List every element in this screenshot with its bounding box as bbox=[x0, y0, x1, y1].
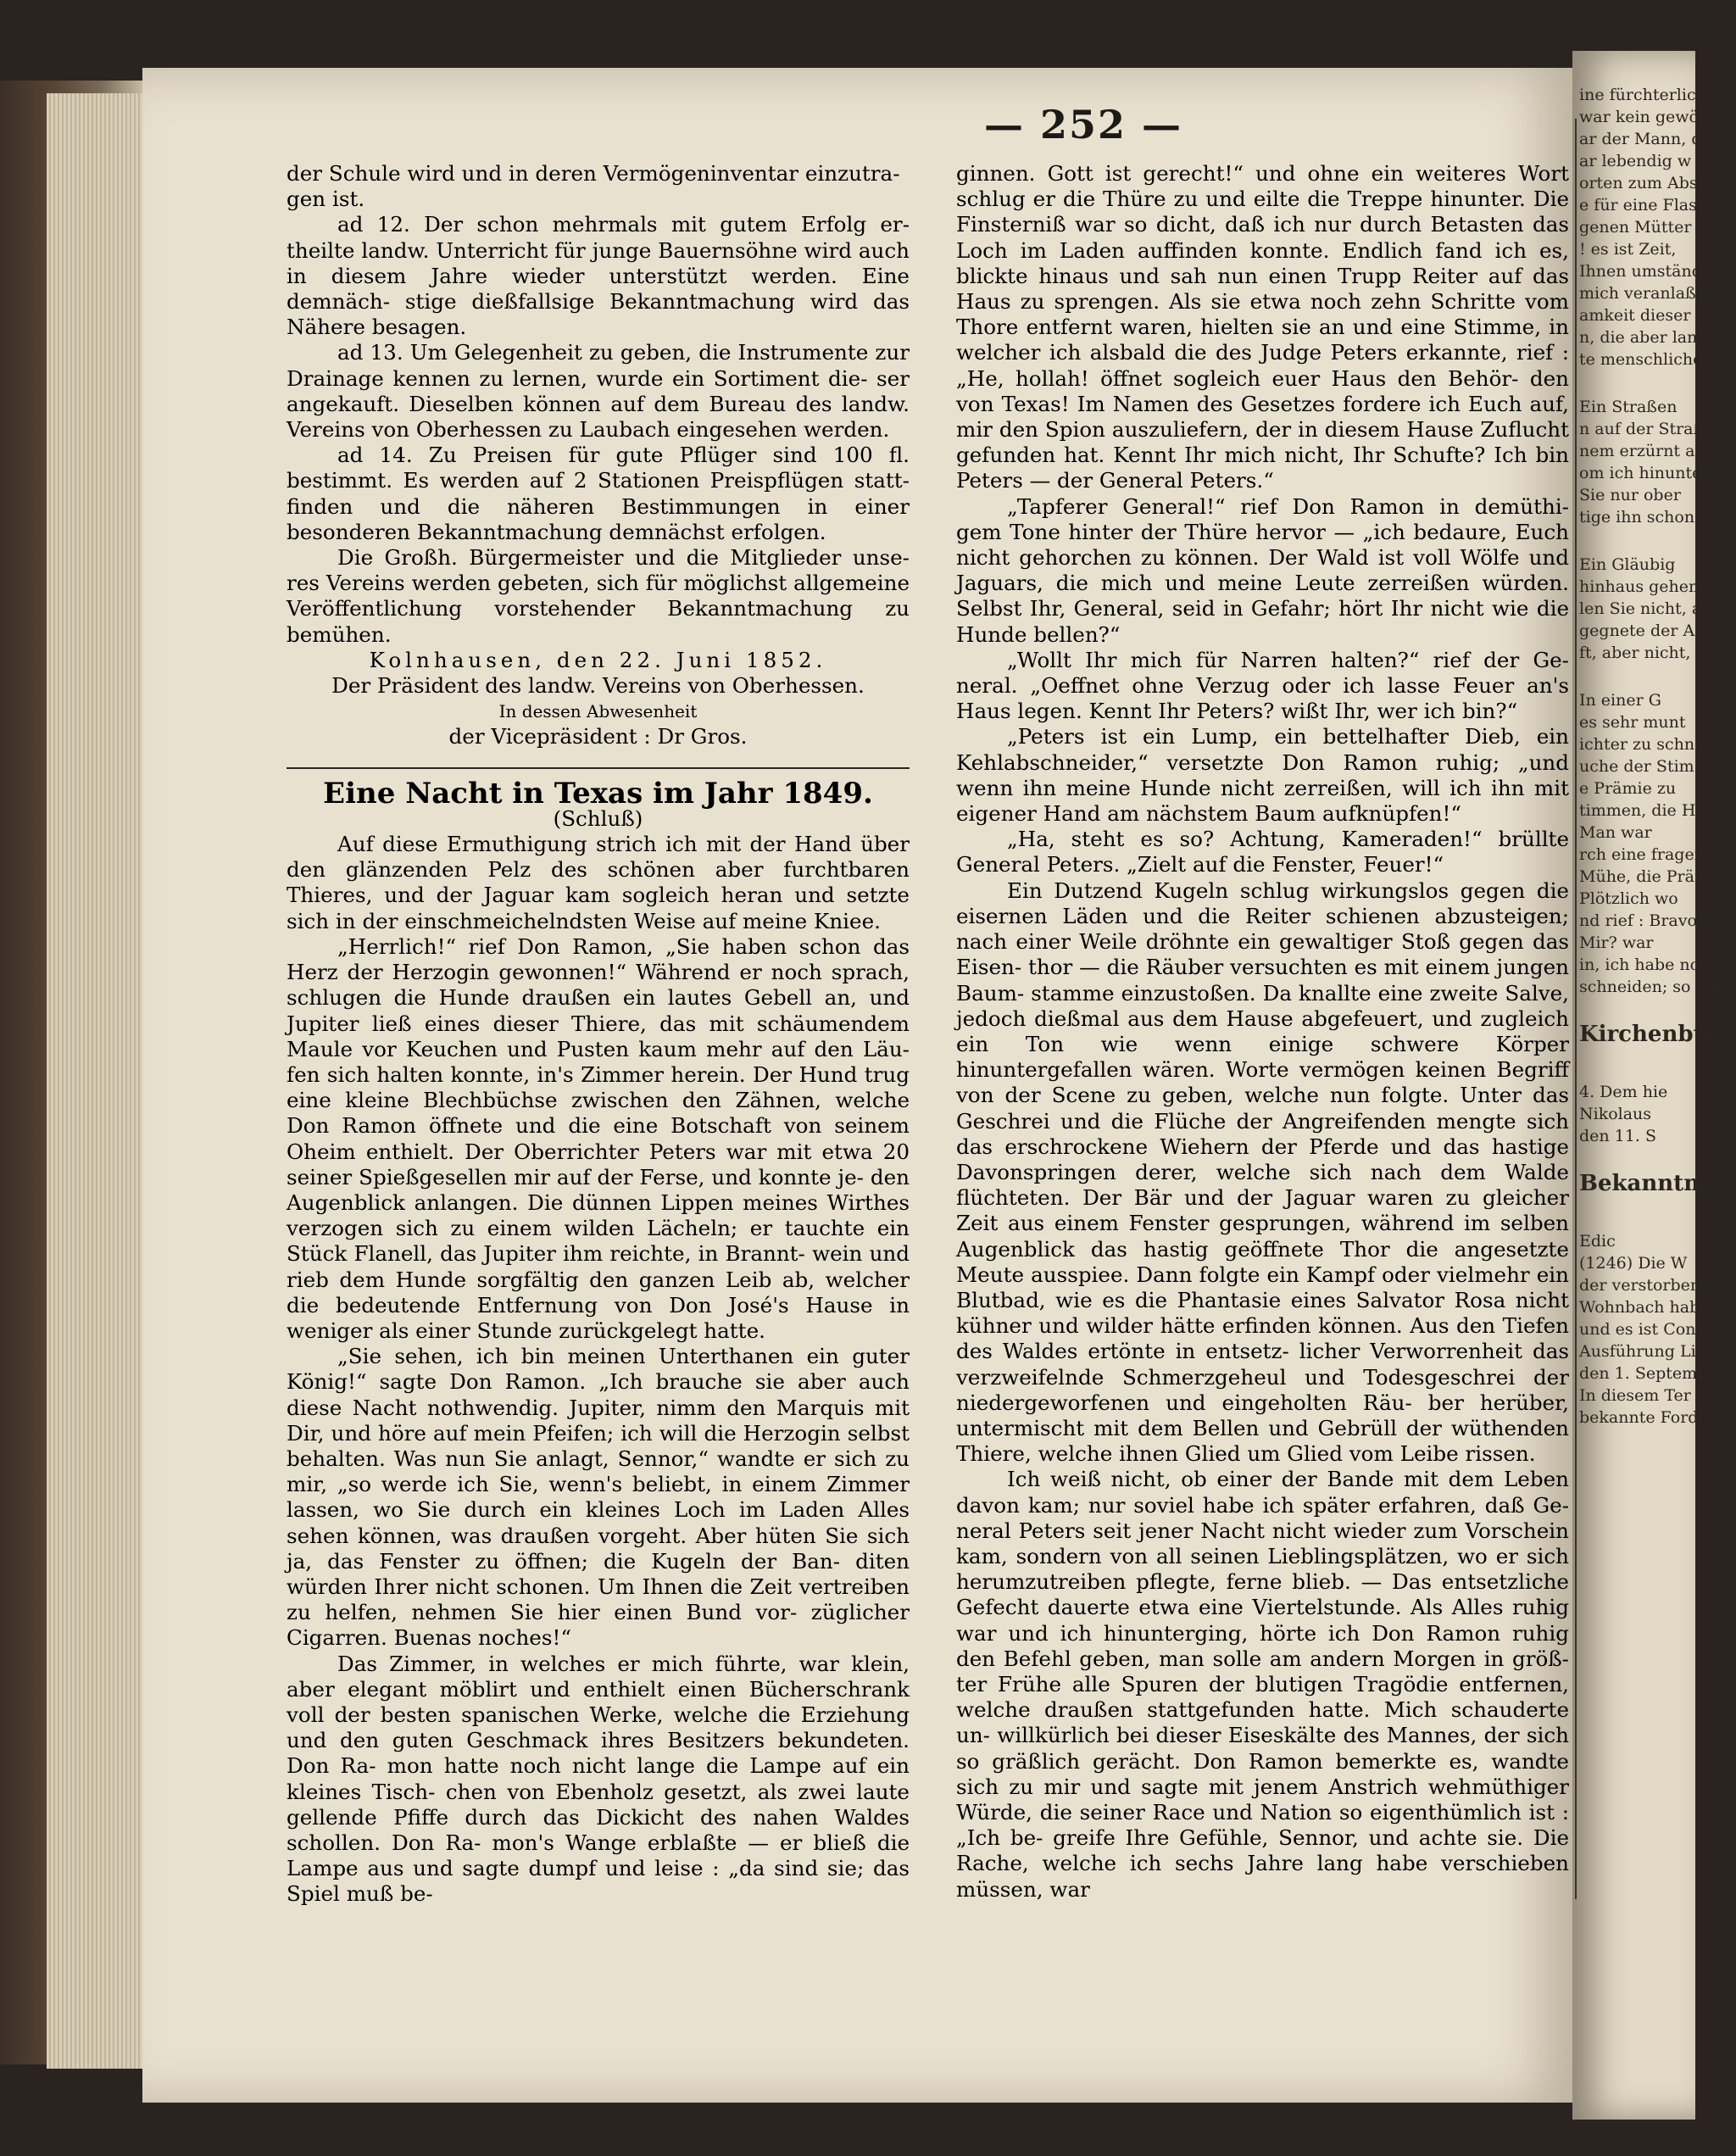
story-paragraph: Das Zimmer, in welches er mich führte, war klein, aber elegant möblirt und enthielt einen Bücherschrank voll der besten spanischen Werke, welche die Erziehung und den guten Geschmack ihres Besitzers bekundeten. Don Ra- mon hatte noch nicht lange die Lampe auf ein kleines Tisch- chen von Ebenholz gesetzt, als zwei laute gellende Pfiffe durch das Dickicht des nahen Waldes schollen. Don Ra- mon's Wange erblaßte — er bließ die Lampe aus und sagte dumpf und leise : „da sind sie; das Spiel muß be- bbox=[287, 1651, 910, 1907]
facing-page-line: nd rief : Bravo bbox=[1579, 911, 1697, 930]
facing-page-line: genen Mütter e bbox=[1579, 218, 1706, 237]
facing-page-line: war kein gewöhnl bbox=[1579, 108, 1725, 126]
story-paragraph: „Tapferer General!“ rief Don Ramon in demüthi- gem Tone hinter der Thüre hervor — „ich bedaure, Euch nicht gehorchen zu können. Der Wald ist voll Wölfe und Jaguars, die mich und meine Leute zerreißen würden. Selbst Ihr, General, seid in Gefahr; hört Ihr nicht wie die Hunde bellen?“ bbox=[956, 493, 1569, 647]
story-paragraph: Ein Dutzend Kugeln schlug wirkungslos gegen die eisernen Läden und die Reiter schienen abzusteigen; nach einer Weile dröhnte ein gewaltiger Stoß gegen das Eisen- thor — die Räuber versuchten es mit einem jungen Baum- stamme einzustoßen. Da knallte eine zweite Salve, jedoch dießmal aus dem Hause abgefeuert, und zugleich ein Ton wie wenn einige schwere Körper hinuntergefallen wären. Worte vermögen keinen Begriff von der Scene zu geben, welche nun folgte. Unter das Geschrei und die Flüche der Angreifenden mengte sich das erschrockene Wiehern der Pferde und das hastige Davonspringen derer, welche sich nach dem Walde flüchteten. Der Bär und der Jaguar waren zu gleicher Zeit aus einem Fenster gesprungen, während im selben Augenblick das hastig geöffnete Thor die angesetzte Meute ausspiee. Dann folgte ein Kampf oder vielmehr ein Blutbad, wie es die Phantasie eines Salvator Rosa nicht kühner und wilder hätte erfinden können. Aus den Tiefen des Waldes ertönte in entsetz- licher Verworrenheit das verzweifelnde Schmerzgeheul und Todesgeschrei der niedergeworfenen und eingeholten Räu- ber herüber, untermischt mit dem Bellen und Gebrüll der wüthenden Thiere, welche ihnen Glied um Glied vom Leibe rissen. bbox=[956, 877, 1569, 1467]
facing-page-line: den 11. S bbox=[1579, 1127, 1656, 1145]
right-column-text bbox=[956, 161, 1569, 1903]
story-paragraph: „Herrlich!“ rief Don Ramon, „Sie haben schon das Herz der Herzogin gewonnen!“ Während er noch sprach, schlugen die Hunde draußen ein lautes Gebell an, und Jupiter ließ eines dieser Thiere, das mit schäumendem Maule vor Keuchen und Pusten kaum mehr auf den Läu- fen sich halten konnte, in's Zimmer herein. Der Hund trug eine kleine Blechbüchse zwischen den Zähnen, welche Don Ramon öffnete und die eine Botschaft von seinem Oheim enthielt. Der Oberrichter Peters war mit etwa 20 seiner Spießgesellen mir auf der Ferse, und konnte je- den Augenblick anlangen. Die dünnen Lippen meines Wirthes verzogen sich zu einem wilden Lächeln; er tauchte ein Stück Flanell, das Jupiter ihm reichte, in Brannt- wein und rieb dem Hunde sorgfältig den ganzen Leib ab, welcher die bedeutende Entfernung von Don José's Hause in weniger als einer Stunde zurückgelegt hatte. bbox=[287, 933, 910, 1343]
facing-page-line: te menschlichen bbox=[1579, 350, 1713, 369]
paragraph-ad-12: ad 12. Der schon mehrmals mit gutem Erfolg er- theilte landw. Unterricht für junge Bauernsöhne wird auch in diesem Jahre wieder unterstützt werden. Eine demnäch- stige dießfallsige Bekanntmachung wird das Nähere besagen. bbox=[287, 212, 910, 340]
section-divider bbox=[287, 767, 910, 769]
dateline: Kolnhausen, den 22. Juni 1852. bbox=[369, 647, 827, 672]
story-subtitle: (Schluß) bbox=[553, 805, 643, 831]
facing-page-line: ft, aber nicht, bbox=[1579, 643, 1691, 662]
paragraph-ad-13: ad 13. Um Gelegenheit zu geben, die Instrumente zur Drainage kennen zu lernen, wurde ein Sortiment die- ser angekauft. Dieselben können auf dem Bureau des landw. Vereins von Oberhessen zu Laubach eingesehen werden. bbox=[287, 340, 910, 443]
facing-page-line: Wohnbach haben bbox=[1579, 1298, 1720, 1317]
story-paragraph: ginnen. Gott ist gerecht!“ und ohne ein weiteres Wort schlug er die Thüre zu und eilte die Treppe hinunter. Die Finsterniß war so dicht, daß ich nur durch Betasten das Loch im Laden auffinden konnte. Endlich fand ich es, blickte hinaus und sah nun einen Trupp Reiter auf das Haus zu sprengen. Als sie etwa noch zehn Schritte vom Thore entfernt waren, hielten sie an und eine Stimme, in welcher ich alsbald die des Judge Peters erkannte, rief : „He, hollah! öffnet sogleich euer Haus den Behör- den von Texas! Im Namen des Gesetzes fordere ich Euch auf, mir den Spion auszuliefern, der in diesem Hause Zuflucht gefunden hat. Kennt Ihr mich nicht, Ihr Schufte? Ich bin Peters — der General Peters.“ bbox=[956, 161, 1569, 493]
facing-page-line: nem erzürnt aus bbox=[1579, 442, 1714, 460]
facing-page-line: Mühe, die Prämi bbox=[1579, 867, 1716, 886]
facing-page-line: Sie nur ober bbox=[1579, 486, 1681, 504]
facing-page-line: Ein Straßen bbox=[1579, 398, 1678, 416]
facing-page-line: ichter zu schne bbox=[1579, 735, 1705, 754]
facing-page-line: In diesem Ter bbox=[1579, 1386, 1691, 1405]
facing-page-line: Ausführung Liqui bbox=[1579, 1342, 1722, 1361]
signature-absence: In dessen Abwesenheit bbox=[498, 701, 698, 722]
story-title: Eine Nacht in Texas im Jahr 1849. bbox=[323, 776, 873, 811]
facing-page-line: in, ich habe no bbox=[1579, 955, 1700, 974]
facing-page-line: Bekanntma bbox=[1579, 1171, 1722, 1196]
story-paragraph: „Wollt Ihr mich für Narren halten?“ rief der Ge- neral. „Oeffnet ohne Verzug oder ich lasse Feuer an's Haus legen. Kennt Ihr Peters? wißt Ihr, wer ich bin?“ bbox=[956, 647, 1569, 724]
facing-page-line: und es ist Concurs bbox=[1579, 1320, 1732, 1339]
intro-line: gen ist. bbox=[287, 187, 365, 212]
facing-page-line: ! es ist Zeit, bbox=[1579, 240, 1677, 259]
facing-page-line: Man war bbox=[1579, 823, 1652, 842]
facing-page-line: timmen, die H bbox=[1579, 801, 1696, 820]
facing-page-line: hinhaus gehen, bbox=[1579, 577, 1705, 596]
facing-page-line: In einer G bbox=[1579, 691, 1661, 710]
facing-page-line: tige ihn schon bbox=[1579, 508, 1695, 526]
paragraph-ad-14: ad 14. Zu Preisen für gute Pflüger sind 100 fl. bestimmt. Es werden auf 2 Stationen Preispflügen statt- finden und die näheren Bestimmungen in einer besonderen Bekanntmachung demnächst erfolgen. bbox=[287, 443, 910, 544]
facing-page-line: e für eine Flas bbox=[1579, 196, 1697, 214]
story-paragraph: „Peters ist ein Lump, ein bettelhafter Dieb, ein Kehlabschneider,“ versetzte Don Ramon ruhig; „und wenn ihn meine Hunde nicht zerreißen, will ich ihn mit eigener Hand am nächstem Baum aufknüpfen!“ bbox=[956, 724, 1569, 827]
facing-page-line: amkeit dieser bbox=[1579, 306, 1691, 325]
facing-page-line: 4. Dem hie bbox=[1579, 1083, 1668, 1101]
facing-page-line: len Sie nicht, a bbox=[1579, 599, 1702, 618]
facing-page-line: Edic bbox=[1579, 1232, 1616, 1251]
story-paragraph: Auf diese Ermuthigung strich ich mit der Hand über den glänzenden Pelz des schönen aber furchtbaren Thieres, und der Jaguar kam sogleich heran und setzte sich in der einschmeichelndsten Weise auf meine Kniee. bbox=[287, 832, 910, 933]
facing-page-line: Kirchenbu bbox=[1579, 1022, 1710, 1047]
facing-page-line: n auf der Straß bbox=[1579, 420, 1705, 438]
facing-page-line: om ich hinunter bbox=[1579, 464, 1710, 482]
facing-page-line: Mir? war bbox=[1579, 933, 1654, 952]
story-paragraph: Ich weiß nicht, ob einer der Bande mit dem Leben davon kam; nur soviel habe ich später erfahren, daß Ge- neral Peters seit jener Nacht nicht wieder zum Vorschein kam, sondern von all seinen Lieblingsplätzen, wo er sich herumzutreiben pflegte, ferne blieb. — Das entsetzliche Gefecht dauerte etwa eine Viertelstunde. Als Alles ruhig war und ich hinunterging, hörte ich Don Ramon ruhig den Befehl geben, man solle am andern Morgen in größ- ter Frühe alle Spuren der blutigen Tragödie entfernen, welche draußen stattgefunden hatte. Mich schauderte un- willkürlich bei dieser Eiseskälte des Mannes, der sich so gräßlich gerächt. Don Ramon bemerkte es, wandte sich zu mir und sagte mit jenem Anstrich wehmüthiger Würde, die seiner Race und Nation so eigenthümlich ist : „Ich be- greife Ihre Gefühle, Sennor, und achte sie. Die Rache, welche ich sechs Jahre lang habe verschieben müssen, war bbox=[956, 1467, 1569, 1902]
story-paragraph: „Ha, steht es so? Achtung, Kameraden!“ brüllte General Peters. „Zielt auf die Fenster, Feuer!“ bbox=[956, 827, 1569, 877]
signature-president: Der Präsident des landw. Vereins von Oberhessen. bbox=[331, 673, 865, 699]
facing-page-line: orten zum Absch bbox=[1579, 174, 1717, 192]
signature-vice: der Vicepräsident : Dr Gros. bbox=[448, 724, 748, 749]
page-stack bbox=[47, 93, 148, 2069]
facing-page-line: es sehr munt bbox=[1579, 713, 1686, 732]
facing-page-line: gegnete der And bbox=[1579, 621, 1716, 640]
facing-page-line: bekannte Forderun bbox=[1579, 1408, 1736, 1427]
facing-page-line: (1246) Die W bbox=[1579, 1254, 1688, 1273]
facing-page-line: ar lebendig w bbox=[1579, 152, 1692, 170]
facing-page-line: mich veranlaß bbox=[1579, 284, 1696, 303]
facing-page-line: Nikolaus bbox=[1579, 1105, 1652, 1123]
facing-page-rule bbox=[1575, 119, 1577, 1899]
left-column-text bbox=[287, 161, 910, 1908]
facing-page-line: der verstorbenen bbox=[1579, 1276, 1721, 1295]
facing-page-line: den 1. September bbox=[1579, 1364, 1725, 1383]
facing-page-line: e Prämie zu bbox=[1579, 779, 1677, 798]
facing-page-line: Plötzlich wo bbox=[1579, 889, 1678, 908]
facing-page-line: n, die aber lan bbox=[1579, 328, 1698, 347]
facing-page-line: Ihnen umständ bbox=[1579, 262, 1702, 281]
facing-page-line: ar der Mann, de bbox=[1579, 130, 1711, 148]
paragraph-request: Die Großh. Bürgermeister und die Mitglieder unse- res Vereins werden gebeten, sich für möglichst allgemeine Veröffentlichung vorstehender Bekanntmachung zu bemühen. bbox=[287, 545, 910, 647]
page-number: — 252 — bbox=[983, 102, 1183, 148]
facing-page-line: uche der Stim bbox=[1579, 757, 1694, 776]
facing-page-line: Ein Gläubig bbox=[1579, 555, 1676, 574]
facing-page-line: rch eine fragen bbox=[1579, 845, 1705, 864]
intro-line: der Schule wird und in deren Vermögeninventar einzutra- bbox=[287, 161, 900, 186]
facing-page-line: schneiden; so seh bbox=[1579, 978, 1724, 996]
facing-page-line: ine fürchterliche, bbox=[1579, 86, 1722, 104]
facing-page-fragment bbox=[1572, 51, 1736, 2120]
story-paragraph: „Sie sehen, ich bin meinen Unterthanen ein guter König!“ sagte Don Ramon. „Ich brauche sie aber auch diese Nacht nothwendig. Jupiter, nimm den Marquis mit Dir, und höre auf mein Pfeifen; ich will die Herzogin selbst behalten. Was nun Sie anlagt, Sennor,“ wandte er sich zu mir, „so werde ich Sie, wenn's beliebt, in einem Zimmer lassen, wo Sie durch ein kleines Loch im Laden Alles sehen können, was draußen vorgeht. Aber hüten Sie sich ja, das Fenster zu öffnen; die Kugeln der Ban- diten würden Ihrer nicht schonen. Um Ihnen die Zeit vertreiben zu helfen, nehmen Sie hier einen Bund vor- züglicher Cigarren. Buenas noches!“ bbox=[287, 1344, 910, 1651]
